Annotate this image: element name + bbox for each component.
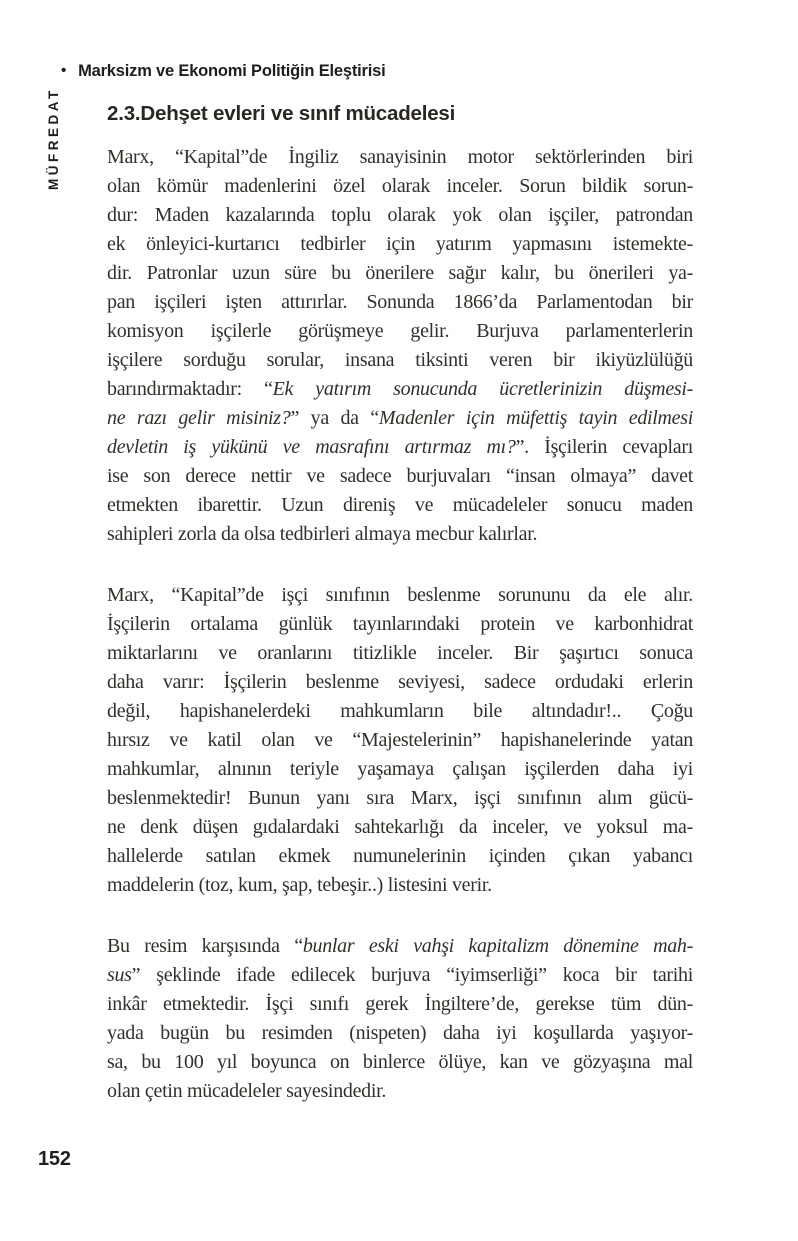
text-line bbox=[107, 346, 693, 375]
roman-text: ek önleyici-kurtarıcı tedbirler için yatırım yapmasını istemekte- bbox=[107, 233, 693, 255]
roman-text: daha varır: İşçilerin beslenme seviyesi, sadece ordudaki erlerin bbox=[107, 671, 693, 693]
italic-text: devletin iş yükünü ve masrafını artırmaz mı? bbox=[107, 436, 516, 458]
text-line bbox=[107, 172, 693, 201]
roman-text: sahipleri zorla da olsa tedbirleri almaya mecbur kalırlar. bbox=[107, 523, 538, 545]
running-header bbox=[61, 62, 386, 81]
roman-text: değil, hapishanelerdeki mahkumların bile altındadır!.. Çoğu bbox=[107, 700, 693, 722]
roman-text: Bu resim karşısında “ bbox=[107, 935, 303, 957]
bullet-icon: • bbox=[61, 62, 67, 79]
roman-text: inkâr etmektedir. İşçi sınıfı gerek İngiltere’de, gerekse tüm dün- bbox=[107, 993, 693, 1015]
text-line bbox=[107, 1019, 693, 1048]
roman-text: sa, bu 100 yıl boyunca on binlerce ölüye, kan ve gözyaşına mal bbox=[107, 1051, 693, 1073]
italic-text: ne razı gelir misiniz? bbox=[107, 407, 291, 429]
text-line bbox=[107, 230, 693, 259]
text-line bbox=[107, 842, 693, 871]
roman-text: olan çetin mücadeleler sayesindedir. bbox=[107, 1080, 387, 1102]
text-line bbox=[107, 317, 693, 346]
text-line bbox=[107, 784, 693, 813]
text-line bbox=[107, 755, 693, 784]
text-line bbox=[107, 581, 693, 610]
text-line bbox=[107, 433, 693, 462]
running-header-title: Marksizm ve Ekonomi Politiğin Eleştirisi bbox=[78, 62, 386, 80]
roman-text: işçilere sorduğu sorular, insana tiksinti veren bir ikiyüzlülüğü bbox=[107, 349, 693, 371]
spine-label: MÜFREDAT bbox=[46, 87, 61, 190]
paragraph bbox=[107, 143, 693, 549]
text-line bbox=[107, 697, 693, 726]
roman-text: maddelerin (toz, kum, şap, tebeşir..) listesini verir. bbox=[107, 874, 492, 896]
roman-text: ” ya da “ bbox=[290, 407, 379, 429]
roman-text: komisyon işçilerle görüşmeye gelir. Burjuva parlamenterlerin bbox=[107, 320, 693, 342]
italic-text: sus bbox=[107, 964, 132, 986]
text-line bbox=[107, 610, 693, 639]
text-line bbox=[107, 201, 693, 230]
text-line bbox=[107, 491, 693, 520]
roman-text: pan işçileri işten attırırlar. Sonunda 1866’da Parlamentodan bir bbox=[107, 291, 693, 313]
roman-text: barındırmaktadır: “ bbox=[107, 378, 273, 400]
roman-text: dir. Patronlar uzun süre bu önerilere sağır kalır, bu önerileri ya- bbox=[107, 262, 693, 284]
roman-text: mahkumlar, alnının teriyle yaşamaya çalışan işçilerden daha iyi bbox=[107, 758, 693, 780]
roman-text: dur: Maden kazalarında toplu olarak yok olan işçiler, patrondan bbox=[107, 204, 693, 226]
text-line bbox=[107, 726, 693, 755]
text-line bbox=[107, 813, 693, 842]
roman-text: İşçilerin ortalama günlük tayınlarındaki protein ve karbonhidrat bbox=[107, 613, 693, 635]
text-line bbox=[107, 259, 693, 288]
text-line bbox=[107, 668, 693, 697]
text-line bbox=[107, 520, 693, 549]
roman-text: miktarlarını ve oranlarını titizlikle inceler. Bir şaşırtıcı sonuca bbox=[107, 642, 693, 664]
text-line bbox=[107, 1077, 693, 1106]
paragraph bbox=[107, 581, 693, 900]
paragraph bbox=[107, 932, 693, 1106]
roman-text: hırsız ve katil olan ve “Majestelerinin” hapishanelerinde yatan bbox=[107, 729, 693, 751]
italic-text: Ek yatırım sonucunda ücretlerinizin düşmesi- bbox=[272, 378, 694, 400]
text-line bbox=[107, 462, 693, 491]
italic-text: bunlar eski vahşi kapitalizm dönemine mah- bbox=[302, 935, 693, 957]
roman-text: olan kömür madenlerini özel olarak inceler. Sorun bildik sorun- bbox=[107, 175, 693, 197]
text-line bbox=[107, 375, 693, 404]
roman-text: ne denk düşen gıdalardaki sahtekarlığı da inceler, ve yoksul ma- bbox=[107, 816, 693, 838]
text-line bbox=[107, 932, 693, 961]
text-line bbox=[107, 1048, 693, 1077]
page-number: 152 bbox=[38, 1148, 71, 1170]
roman-text: ise son derece nettir ve sadece burjuvaları “insan olmaya” davet bbox=[107, 465, 693, 487]
text-line bbox=[107, 639, 693, 668]
text-line bbox=[107, 143, 693, 172]
text-line bbox=[107, 288, 693, 317]
roman-text: ” şeklinde ifade edilecek burjuva “iyimserliği” koca bir tarihi bbox=[131, 964, 693, 986]
roman-text: yada bugün bu resimden (nispeten) daha iyi koşullarda yaşıyor- bbox=[107, 1022, 693, 1044]
roman-text: Marx, “Kapital”de İngiliz sanayisinin motor sektörlerinden biri bbox=[107, 146, 693, 168]
body-text bbox=[107, 143, 693, 1138]
text-line bbox=[107, 404, 693, 433]
text-line bbox=[107, 961, 693, 990]
roman-text: ”. İşçilerin cevapları bbox=[515, 436, 693, 458]
text-line bbox=[107, 990, 693, 1019]
roman-text: beslenmektedir! Bunun yanı sıra Marx, işçi sınıfının alım gücü- bbox=[107, 787, 693, 809]
section-heading: 2.3.Dehşet evleri ve sınıf mücadelesi bbox=[107, 102, 456, 125]
roman-text: etmekten ibarettir. Uzun direniş ve mücadeleler sonucu maden bbox=[107, 494, 693, 516]
text-line bbox=[107, 871, 693, 900]
roman-text: Marx, “Kapital”de işçi sınıfının beslenme sorununu da ele alır. bbox=[107, 584, 693, 606]
italic-text: Madenler için müfettiş tayin edilmesi bbox=[378, 407, 693, 429]
roman-text: hallelerde satılan ekmek numunelerinin içinden çıkan yabancı bbox=[107, 845, 693, 867]
